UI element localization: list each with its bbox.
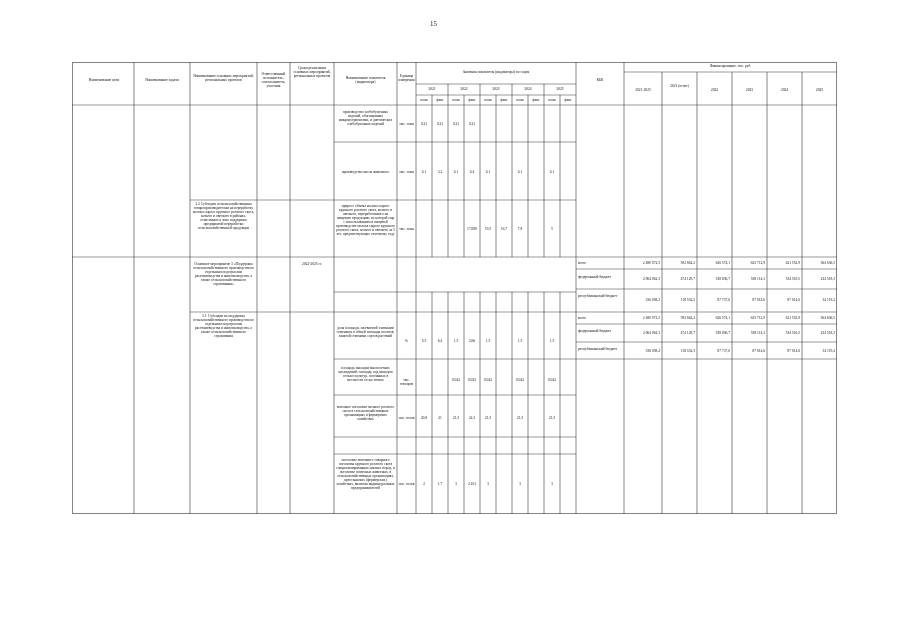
indicator-text: производство хлебобулочных изделий, обогащенных микронутриентами, и диетических хлебобулочных изделий <box>338 110 393 126</box>
fin-year: 2023 <box>745 88 754 92</box>
plan-label: план <box>516 98 524 102</box>
fact-label: факт <box>532 98 540 102</box>
year-2023: 2023 <box>492 87 500 91</box>
value-cell: 2 <box>423 482 425 486</box>
fin-cell: 87 014,6 <box>787 298 800 302</box>
fin-cell: 538 114,3 <box>750 277 765 281</box>
value-cell: 21,5 <box>548 416 556 420</box>
value-cell: 0,023 <box>467 378 477 382</box>
term-text: 2022-2025 гг. <box>302 262 322 266</box>
value-cell: 4,1 <box>421 170 427 174</box>
unit-text: тыс. тонн <box>399 227 414 231</box>
fin-cell: 2 480 072,5 <box>642 261 660 265</box>
kbk-label: всего <box>578 316 587 320</box>
value-cell: 21,5 <box>452 416 460 420</box>
header-values: Значения показателя (индикатора) по годам <box>462 70 530 74</box>
fin-cell: 234 518,3 <box>820 277 835 281</box>
value-cell: 21,5 <box>516 416 524 420</box>
task-text: 2.2 Субсидии сельскохозяйственным товаропроизводителям на переработку молока сырого крупного рогатого скота, козьего и овечьего в районах, отнесенных к зоне поддержки предприятий переработки сельскохозяйственной продукции <box>192 202 255 230</box>
plan-label: план <box>452 98 460 102</box>
plan-label: план <box>420 98 428 102</box>
header-goal: Наименование цели <box>88 78 120 82</box>
fin-cell: 87 737,6 <box>717 298 730 302</box>
program-table <box>72 62 837 514</box>
fin-cell: 34 119,2 <box>822 349 835 353</box>
kbk-label: республиканский бюджет <box>578 294 618 298</box>
event-text: Основное мероприятие 3 «Поддержка сельскохозяйственного производства по отдельным подотраслям растениеводства и животноводства, а также сельскохозяйственного страхования» <box>192 262 255 286</box>
fin-cell: 2 064 062,3 <box>642 331 660 335</box>
unit-text: тыс. голов <box>398 416 415 420</box>
fin-cell: 474 129,7 <box>680 277 695 281</box>
value-cell: 22,3 <box>468 416 476 420</box>
header-finance: Финансирование, тыс. руб. <box>709 64 752 68</box>
fin-cell: 626 574,1 <box>715 316 730 320</box>
fin-cell: 336 058,2 <box>645 349 660 353</box>
fin-cell: 625 712,9 <box>750 316 765 320</box>
value-cell: 0,21 <box>420 122 428 126</box>
fin-cell: 538 836,7 <box>715 331 730 335</box>
value-cell: 3 <box>487 482 489 486</box>
header-indicator: Наименование показателя (индикатора) <box>345 76 386 84</box>
value-cell: 21 <box>438 416 442 420</box>
fin-cell: 234 518,3 <box>820 331 835 335</box>
value-cell: 7,8 <box>517 227 523 231</box>
kbk-label: республиканский бюджет <box>578 347 618 351</box>
year-2024: 2024 <box>524 87 532 91</box>
fin-cell: 2 480 072,5 <box>642 316 660 320</box>
value-cell: 4,1 <box>517 170 523 174</box>
page-number: 15 <box>430 20 437 28</box>
value-cell: 0,022 <box>515 378 525 382</box>
fin-year: 2025 <box>815 88 824 92</box>
fin-cell: 474 129,7 <box>680 331 695 335</box>
value-cell: 16,7 <box>500 227 508 231</box>
value-cell: 3,2 <box>437 170 443 174</box>
fact-label: факт <box>468 98 476 102</box>
value-cell: 0,022 <box>451 378 461 382</box>
value-cell: 4,1 <box>453 170 459 174</box>
year-2022: 2022 <box>460 87 468 91</box>
kbk-label: федеральный бюджет <box>578 329 612 333</box>
value-cell: 5,5 <box>421 339 427 343</box>
value-cell: 21,5 <box>484 416 492 420</box>
value-cell: 3 <box>455 482 457 486</box>
table-grid <box>72 62 837 514</box>
fin-cell: 87 014,6 <box>787 349 800 353</box>
value-cell: 0,21 <box>452 122 460 126</box>
header-events: Наименование основных мероприятий, региональных проектов <box>193 74 254 82</box>
value-cell: 4,4 <box>469 170 475 174</box>
value-cell: 1,5 <box>485 339 491 343</box>
value-cell: 4,1 <box>485 170 491 174</box>
indicator-text: доля площади, засеваемой элитными семенами, в общей площади посевов, занятой семенами сортов растений <box>336 326 395 338</box>
fin-cell: 621 552,9 <box>785 261 800 265</box>
header-task: Наименование задачи <box>145 78 179 82</box>
value-cell: 17,008 <box>467 227 477 231</box>
fact-label: факт <box>436 98 444 102</box>
header-terms: Сроки реализации основных мероприятий, региональных проектов <box>293 66 331 78</box>
value-cell: 1,7 <box>437 482 443 486</box>
value-cell: 6,4 <box>437 339 443 343</box>
value-cell: 0,21 <box>468 122 476 126</box>
fin-cell: 538 836,7 <box>715 277 730 281</box>
task-text: 3.1. Субсидии на поддержку сельскохозяйственного производства по отдельным подотраслям растениеводства и животноводства, а также сельскохозяйственного страхования <box>192 314 255 338</box>
indicator-text: площадь закладки многолетних насаждений, площадь под выходом сельхоз культур, посеянных в местности тесно земель <box>338 366 393 382</box>
year-2025: 2025 <box>556 87 564 91</box>
unit-text: тыс. голов <box>398 482 415 486</box>
fin-cell: 87 014,6 <box>752 349 765 353</box>
fin-cell: 538 114,3 <box>750 331 765 335</box>
fin-cell: 625 712,9 <box>750 261 765 265</box>
value-cell: 20,8 <box>420 416 428 420</box>
value-cell: 0,21 <box>436 122 444 126</box>
fin-cell: 364 636,5 <box>820 316 835 320</box>
fin-cell: 34 119,2 <box>822 298 835 302</box>
fin-cell: 592 662,2 <box>680 261 695 265</box>
fin-cell: 592 662,2 <box>680 316 695 320</box>
value-cell: 2,66 <box>468 339 476 343</box>
fin-cell: 364 636,5 <box>820 261 835 265</box>
fin-cell: 336 058,2 <box>645 298 660 302</box>
value-cell: 1,5 <box>517 339 523 343</box>
value-cell: 1,5 <box>549 339 555 343</box>
fin-cell: 626 574,1 <box>715 261 730 265</box>
fact-label: факт <box>500 98 508 102</box>
indicator-text: поголовье маточного товарного поголовья крупного рогатого скота специализированных мясных пород, и поголовье помесных животных, в сельскохозяйственных организациях, крестьянских (фермерских) хозяйствах, включая индивидуальных предпринимателей <box>336 458 395 490</box>
value-cell: 0,022 <box>547 378 557 382</box>
year-2021: 2021 <box>428 87 436 91</box>
fin-year: 2021-2025 <box>635 88 651 92</box>
value-cell: 3 <box>519 482 521 486</box>
plan-label: план <box>484 98 492 102</box>
indicator-text: прирост объема молока сырого крупного рогатого скота, козьего и овечьего, переработанного на пищевую продукцию, из которой сыр с использованием в пищевой производстве молока сырого крупного рогатого скота, козьего и овечьего за 5 лет, предшествующих отчетному году <box>336 204 395 236</box>
header-executor: Ответственный исполнитель, соисполнитель, участник <box>261 72 286 88</box>
fin-cell: 87 014,6 <box>752 298 765 302</box>
header-unit: Единица измерения <box>398 74 415 82</box>
fin-year: 2024 <box>780 88 789 92</box>
unit-text: % <box>405 339 408 343</box>
value-cell: 5 <box>551 227 553 231</box>
fin-cell: 118 532,5 <box>680 349 695 353</box>
fin-year: 2021 (отчет) <box>670 84 689 88</box>
value-cell: 3 <box>551 482 553 486</box>
kbk-label: всего <box>578 261 587 265</box>
fin-cell: 621 552,9 <box>785 316 800 320</box>
plan-label: план <box>548 98 556 102</box>
value-cell: 19,5 <box>484 227 492 231</box>
unit-text: тыс. тонн <box>399 122 414 126</box>
fin-cell: 534 516,5 <box>785 277 800 281</box>
fin-cell: 2 064 062,3 <box>642 277 660 281</box>
value-cell: 4,1 <box>549 170 555 174</box>
fact-label: факт <box>564 98 572 102</box>
header-kbk: КБК <box>596 78 604 82</box>
value-cell: 0,022 <box>483 378 493 382</box>
fin-cell: 534 516,5 <box>785 331 800 335</box>
fin-cell: 87 737,6 <box>717 349 730 353</box>
fin-year: 2022 <box>710 88 719 92</box>
unit-text: тыс. тонн <box>399 170 414 174</box>
value-cell: 1,5 <box>453 339 459 343</box>
indicator-text: маточное поголовье мелкого рогатого скота в сельскохозяйственных организациях и фермерских хозяйствах <box>336 405 395 421</box>
indicator-text: производство масла животного <box>341 170 390 174</box>
kbk-label: федеральный бюджет <box>578 275 612 279</box>
fin-cell: 118 532,5 <box>680 298 695 302</box>
value-cell: 2,161 <box>467 482 477 486</box>
unit-text: тыс. гектаров <box>399 378 414 386</box>
